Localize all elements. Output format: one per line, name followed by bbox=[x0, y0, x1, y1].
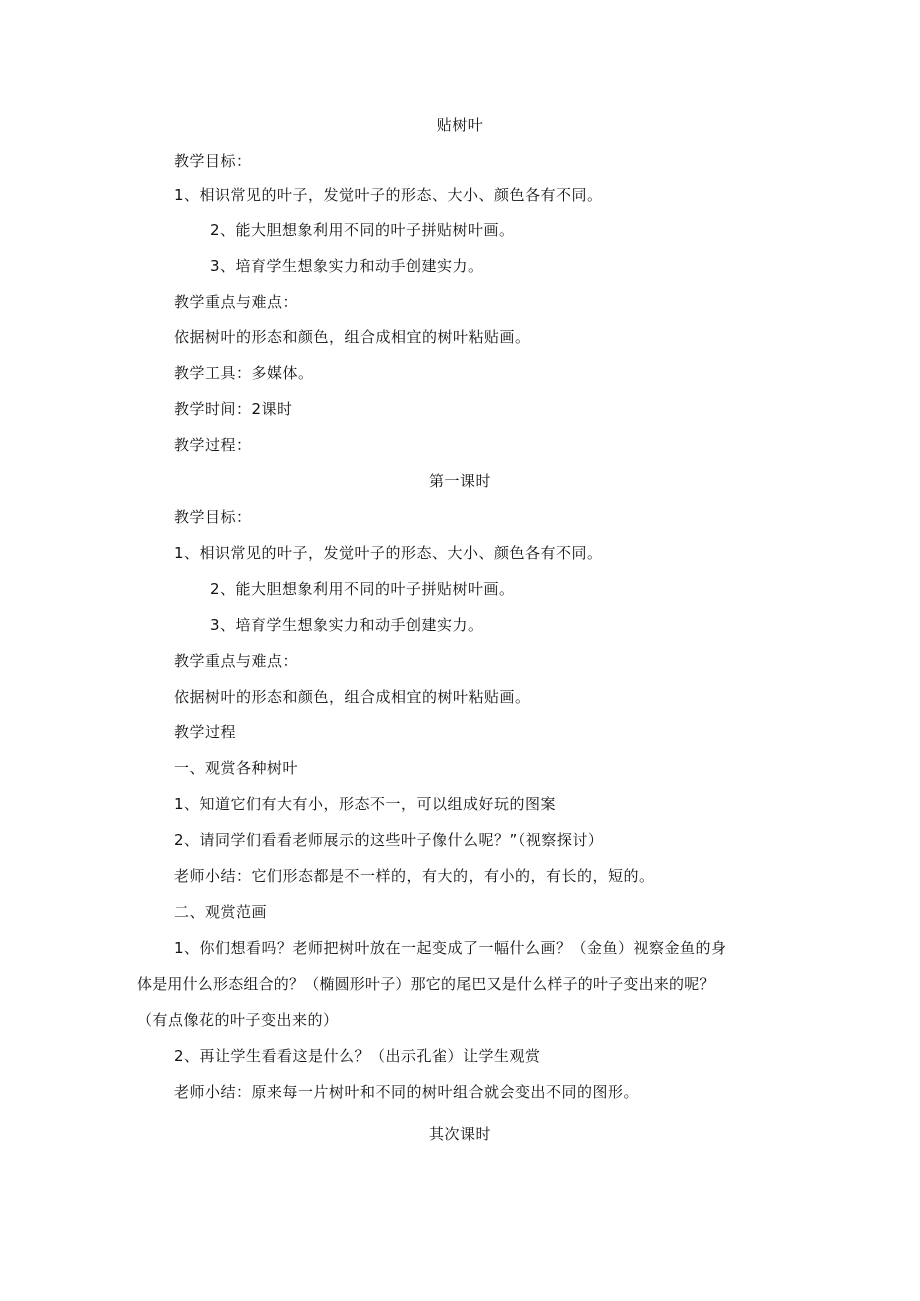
lesson1-process-heading: 教学过程 bbox=[174, 723, 237, 741]
process-heading: 教学过程： bbox=[174, 436, 252, 454]
section1-item-2: 2、请同学们看看老师展示的这些叶子像什么呢？”（视察探讨） bbox=[174, 831, 604, 849]
section1-item-1: 1、知道它们有大有小，形态不一，可以组成好玩的图案 bbox=[174, 795, 557, 813]
objective-1: 1、相识常见的叶子，发觉叶子的形态、大小、颜色各有不同。 bbox=[174, 186, 603, 204]
teaching-time: 教学时间：2课时 bbox=[174, 400, 293, 418]
objective-2: 2、能大胆想象利用不同的叶子拼贴树叶画。 bbox=[210, 221, 515, 239]
keypoints-heading: 教学重点与难点： bbox=[174, 293, 299, 311]
teaching-tools: 教学工具：多媒体。 bbox=[174, 364, 314, 382]
section2-item-1-line-1: 1、你们想看吗？老师把树叶放在一起变成了一幅什么画？（金鱼）视察金鱼的身 bbox=[174, 939, 727, 957]
section2-item-1-line-3: （有点像花的叶子变出来的） bbox=[137, 1011, 339, 1029]
lesson1-objective-2: 2、能大胆想象利用不同的叶子拼贴树叶画。 bbox=[210, 580, 515, 598]
lesson1-keypoints-heading: 教学重点与难点： bbox=[174, 652, 299, 670]
document-title: 贴树叶 bbox=[436, 116, 484, 134]
keypoints-text: 依据树叶的形态和颜色，组合成相宜的树叶粘贴画。 bbox=[174, 328, 531, 346]
lesson2-heading: 其次课时 bbox=[428, 1125, 491, 1143]
section1-summary: 老师小结：它们形态都是不一样的，有大的，有小的，有长的，短的。 bbox=[174, 867, 655, 885]
section1-heading: 一、观赏各种树叶 bbox=[174, 759, 299, 777]
objective-3: 3、培育学生想象实力和动手创建实力。 bbox=[210, 257, 484, 275]
lesson1-heading: 第一课时 bbox=[428, 472, 491, 490]
lesson1-keypoints-text: 依据树叶的形态和颜色，组合成相宜的树叶粘贴画。 bbox=[174, 688, 531, 706]
section2-summary: 老师小结：原来每一片树叶和不同的树叶组合就会变出不同的图形。 bbox=[174, 1083, 640, 1101]
section2-item-1-line-2: 体是用什么形态组合的？（椭圆形叶子）那它的尾巴又是什么样子的叶子变出来的呢？ bbox=[137, 975, 715, 993]
lesson1-objective-3: 3、培育学生想象实力和动手创建实力。 bbox=[210, 616, 484, 634]
lesson1-objective-1: 1、相识常见的叶子，发觉叶子的形态、大小、颜色各有不同。 bbox=[174, 544, 603, 562]
objectives-heading: 教学目标： bbox=[174, 152, 252, 170]
section2-item-2: 2、再让学生看看这是什么？（出示孔雀）让学生观赏 bbox=[174, 1047, 541, 1065]
section2-heading: 二、观赏范画 bbox=[174, 903, 268, 921]
lesson1-objectives-heading: 教学目标： bbox=[174, 508, 252, 526]
